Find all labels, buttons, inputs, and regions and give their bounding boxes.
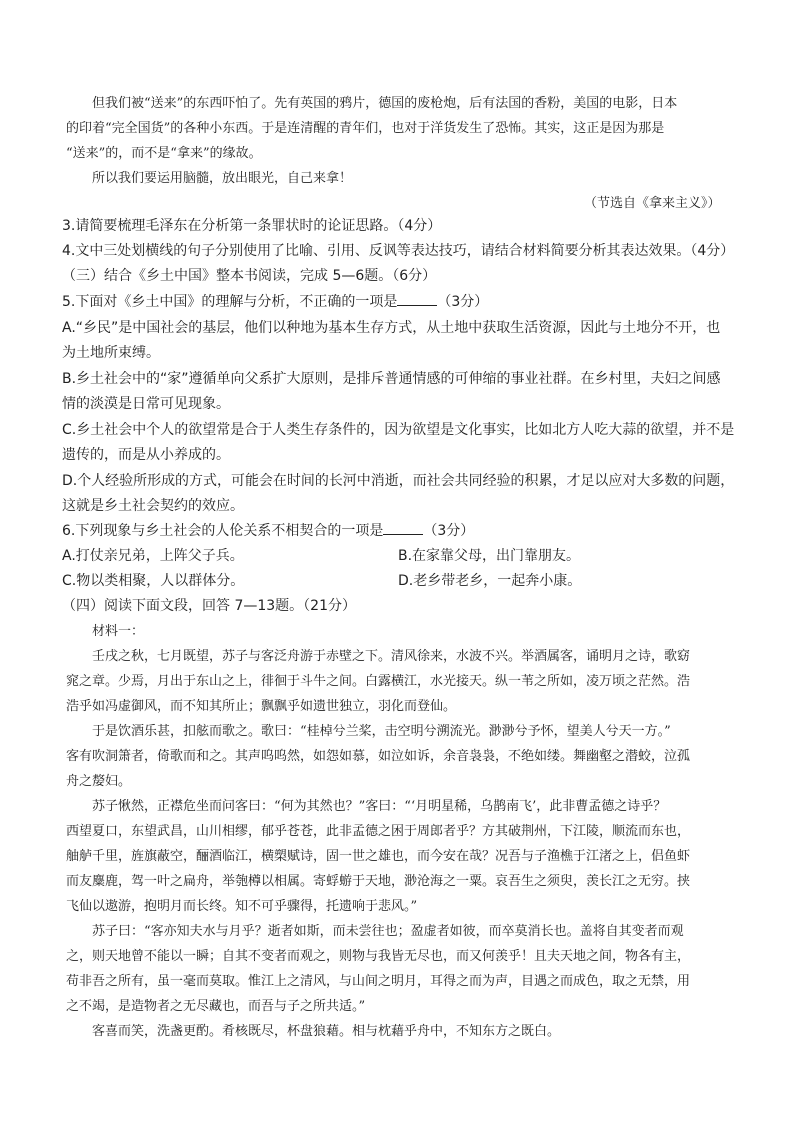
passage-line: 之不竭，是造物者之无尽藏也，而吾与子之所共适。” xyxy=(66,999,366,1014)
question-6-stem: 6.下列现象与乡土社会的人伦关系不相契合的一项是 xyxy=(62,523,384,539)
option-line: D.个人经验所形成的方式，可能会在时间的长河中消逝，而社会共同经验的积累，才足以应对大多数的问题， xyxy=(62,473,735,489)
answer-blank[interactable] xyxy=(383,522,423,535)
question-6 xyxy=(62,520,474,540)
material-label: 材料一： xyxy=(92,624,145,639)
option-b: B.在家靠父母，出门靠朋友。 xyxy=(398,548,581,564)
passage-line: 壬戌之秋，七月既望，苏子与客泛舟游于赤壁之下。清风徐来，水波不兴。举酒属客，诵明月之诗，歌窈 xyxy=(92,649,691,664)
option-d: D.老乡带老乡，一起奔小康。 xyxy=(398,573,582,589)
passage-line: 舟之嫠妇。 xyxy=(66,774,132,789)
option-line: 情的淡漠是日常可见现象。 xyxy=(62,396,230,412)
answer-blank[interactable] xyxy=(397,293,437,306)
passage-line: 客喜而笑，洗盏更酌。肴核既尽，杯盘狼藉。相与枕藉乎舟中，不知东方之既白。 xyxy=(92,1024,561,1039)
section-three-heading: （三）结合《乡土中国》整本书阅读，完成 5—6题。（6分） xyxy=(62,268,437,284)
passage-line: 而友麋鹿，驾一叶之扁舟，举匏樽以相属。寄蜉蝣于天地，渺沧海之一粟。哀吾生之须臾，羡长江之无穷。挟 xyxy=(66,874,691,889)
passage-line: 飞仙以遨游，抱明月而长终。知不可乎骤得，托遗响于悲风。” xyxy=(66,899,418,914)
passage-line: 窕之章。少焉，月出于东山之上，徘徊于斗牛之间。白露横江，水光接天。纵一苇之所如，凌万顷之茫然。浩 xyxy=(66,674,691,689)
passage-line: 之，则天地曾不能以一瞬；自其不变者而观之，则物与我皆无尽也，而又何羡乎！且夫天地之间，物各有主， xyxy=(66,949,691,964)
option-line: A.“乡民”是中国社会的基层，他们以种地为基本生存方式，从土地中获取生活资源，因此与土地分不开，也 xyxy=(62,320,721,336)
question-3: 3.请简要梳理毛泽东在分析第一条罪状时的论证思路。（4分） xyxy=(62,218,442,234)
passage-line: 苟非吾之所有，虽一毫而莫取。惟江上之清风，与山间之明月，耳得之而为声，目遇之而成色，取之无禁，用 xyxy=(66,974,691,989)
option-line: 为土地所束缚。 xyxy=(62,345,160,361)
passage-line: 苏子愀然，正襟危坐而问客曰：“何为其然也？”客曰：“‘月明星稀，乌鹊南飞’，此非曹孟德之诗乎？ xyxy=(92,799,667,814)
passage-line: 所以我们要运用脑髓，放出眼光，自己来拿！ xyxy=(92,171,353,186)
question-6-points: （3分） xyxy=(423,523,475,539)
passage-line: 于是饮酒乐甚，扣舷而歌之。歌曰：“桂棹兮兰桨，击空明兮溯流光。渺渺兮予怀，望美人兮天一方。” xyxy=(92,724,671,739)
passage-line: “送来”的，而不是“拿来”的缘故。 xyxy=(66,146,262,161)
section-four-heading: （四）阅读下面文段，回答 7—13题。（21分） xyxy=(62,598,356,614)
passage-line: 西望夏口，东望武昌，山川相缪，郁乎苍苍，此非孟德之困于周郎者乎？方其破荆州，下江陵，顺流而东也， xyxy=(66,824,691,839)
passage-line: 但我们被“送来”的东西吓怕了。先有英国的鸦片，德国的废枪炮，后有法国的香粉，美国的电影，日本 xyxy=(92,96,678,111)
option-line: 遗传的，而是从小养成的。 xyxy=(62,447,230,463)
option-a: A.打仗亲兄弟，上阵父子兵。 xyxy=(62,548,244,564)
question-5-points: （3分） xyxy=(437,294,489,310)
question-5 xyxy=(62,291,488,311)
question-5-stem: 5.下面对《乡土中国》的理解与分析，不正确的一项是 xyxy=(62,294,398,310)
option-c: C.物以类相聚，人以群体分。 xyxy=(62,573,245,589)
question-4: 4.文中三处划横线的句子分别使用了比喻、引用、反讽等表达技巧，请结合材料简要分析其表达效果。（4分） xyxy=(62,243,735,259)
option-line: 这就是乡土社会契约的效应。 xyxy=(62,498,244,514)
passage-line: 浩乎如冯虚御风，而不知其所止；飘飘乎如遗世独立，羽化而登仙。 xyxy=(66,699,457,714)
passage-line: 苏子曰：“客亦知夫水与月乎？逝者如斯，而未尝往也；盈虚者如彼，而卒莫消长也。盖将自其变者而观 xyxy=(92,924,684,939)
passage-line: 的印着“完全国货”的各种小东西。于是连清醒的青年们，也对于洋货发生了恐怖。其实，这正是因为那是 xyxy=(66,121,665,136)
passage-line: 客有吹洞箫者，倚歌而和之。其声呜呜然，如怨如慕，如泣如诉，余音袅袅，不绝如缕。舞幽壑之潜蛟，泣孤 xyxy=(66,749,691,764)
option-line: C.乡土社会中个人的欲望常是合于人类生存条件的，因为欲望是文化事实，比如北方人吃大蒜的欲望，并不是 xyxy=(62,422,735,438)
passage-line: 舳舻千里，旌旗蔽空，酾酒临江，横槊赋诗，固一世之雄也，而今安在哉？况吾与子渔樵于江渚之上，侣鱼虾 xyxy=(66,849,691,864)
option-line: B.乡土社会中的“家”遵循单向父系扩大原则，是排斥普通情感的可伸缩的事业社群。在乡村里，夫妇之间感 xyxy=(62,371,721,387)
source-note: （节选自《拿来主义》） xyxy=(584,196,721,211)
